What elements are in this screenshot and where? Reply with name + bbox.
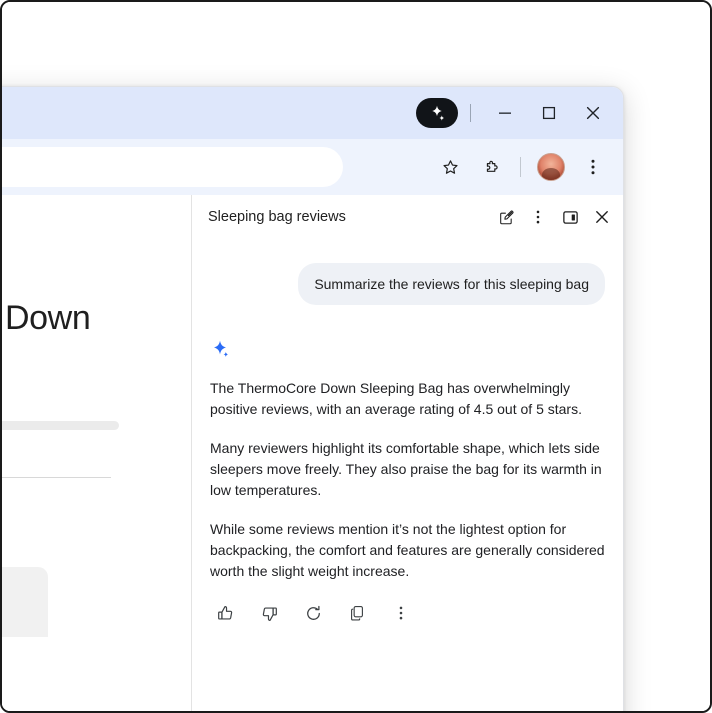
side-panel-icon [562, 209, 579, 226]
assistant-response [210, 339, 605, 628]
sparkle-icon [428, 104, 446, 122]
sparkle-icon [210, 339, 230, 359]
window-controls-separator [470, 104, 471, 122]
close-button[interactable] [571, 87, 615, 139]
thumb-down-icon [260, 604, 279, 623]
new-chat-button[interactable] [491, 202, 521, 232]
product-title: Down [5, 299, 91, 337]
bookmark-star-button[interactable] [430, 147, 470, 187]
star-icon [441, 158, 460, 177]
more-vertical-icon [393, 605, 409, 621]
side-panel [192, 195, 623, 713]
sparkle-button[interactable] [416, 98, 458, 128]
side-panel-title: Sleeping bag reviews [208, 209, 346, 225]
response-actions [210, 598, 605, 628]
copy-icon [348, 604, 366, 622]
address-bar[interactable] [0, 147, 343, 187]
user-message: Summarize the reviews for this sleeping bag [298, 263, 605, 305]
profile-button[interactable] [531, 147, 571, 187]
side-panel-header [192, 195, 623, 239]
conversation [192, 239, 623, 713]
assistant-avatar [210, 339, 605, 364]
compose-icon [498, 209, 515, 226]
tab-strip [0, 87, 623, 139]
thumb-up-icon [216, 604, 235, 623]
avatar [537, 153, 565, 181]
assistant-paragraph: The ThermoCore Down Sleeping Bag has overwhelmingly positive reviews, with an average rating of 4.5 out of 5 stars. [210, 380, 582, 417]
close-icon [585, 105, 601, 121]
more-vertical-icon [584, 158, 602, 176]
window-controls [416, 87, 615, 139]
refresh-icon [304, 604, 323, 623]
chrome-menu-button[interactable] [573, 147, 613, 187]
more-vertical-icon [530, 209, 546, 225]
page-placeholder-rule [0, 477, 111, 478]
dock-panel-button[interactable] [555, 202, 585, 232]
puzzle-piece-icon [483, 158, 502, 177]
extensions-button[interactable] [472, 147, 512, 187]
page-placeholder-card [0, 567, 48, 637]
maximize-button[interactable] [527, 87, 571, 139]
maximize-icon [542, 106, 556, 120]
browser-window [0, 86, 624, 713]
close-icon [594, 209, 610, 225]
minimize-icon [498, 106, 512, 120]
panel-close-button[interactable] [587, 202, 617, 232]
web-page-content [0, 195, 191, 713]
toolbar-separator [520, 157, 521, 177]
thumb-down-button[interactable] [254, 598, 284, 628]
response-more-button[interactable] [386, 598, 416, 628]
user-message-row [210, 263, 605, 305]
assistant-paragraph: While some reviews mention it’s not the lightest option for backpacking, the comfort and features are generally considered worth the slight weight increase. [210, 521, 605, 579]
browser-content [0, 195, 623, 713]
thumb-up-button[interactable] [210, 598, 240, 628]
page-placeholder-bar [0, 421, 119, 430]
minimize-button[interactable] [483, 87, 527, 139]
copy-button[interactable] [342, 598, 372, 628]
panel-more-options-button[interactable] [523, 202, 553, 232]
regenerate-button[interactable] [298, 598, 328, 628]
browser-toolbar [0, 139, 623, 195]
assistant-paragraph: Many reviewers highlight its comfortable shape, which lets side sleepers move freely. They also praise the bag for its warmth in low temperatures. [210, 440, 602, 498]
